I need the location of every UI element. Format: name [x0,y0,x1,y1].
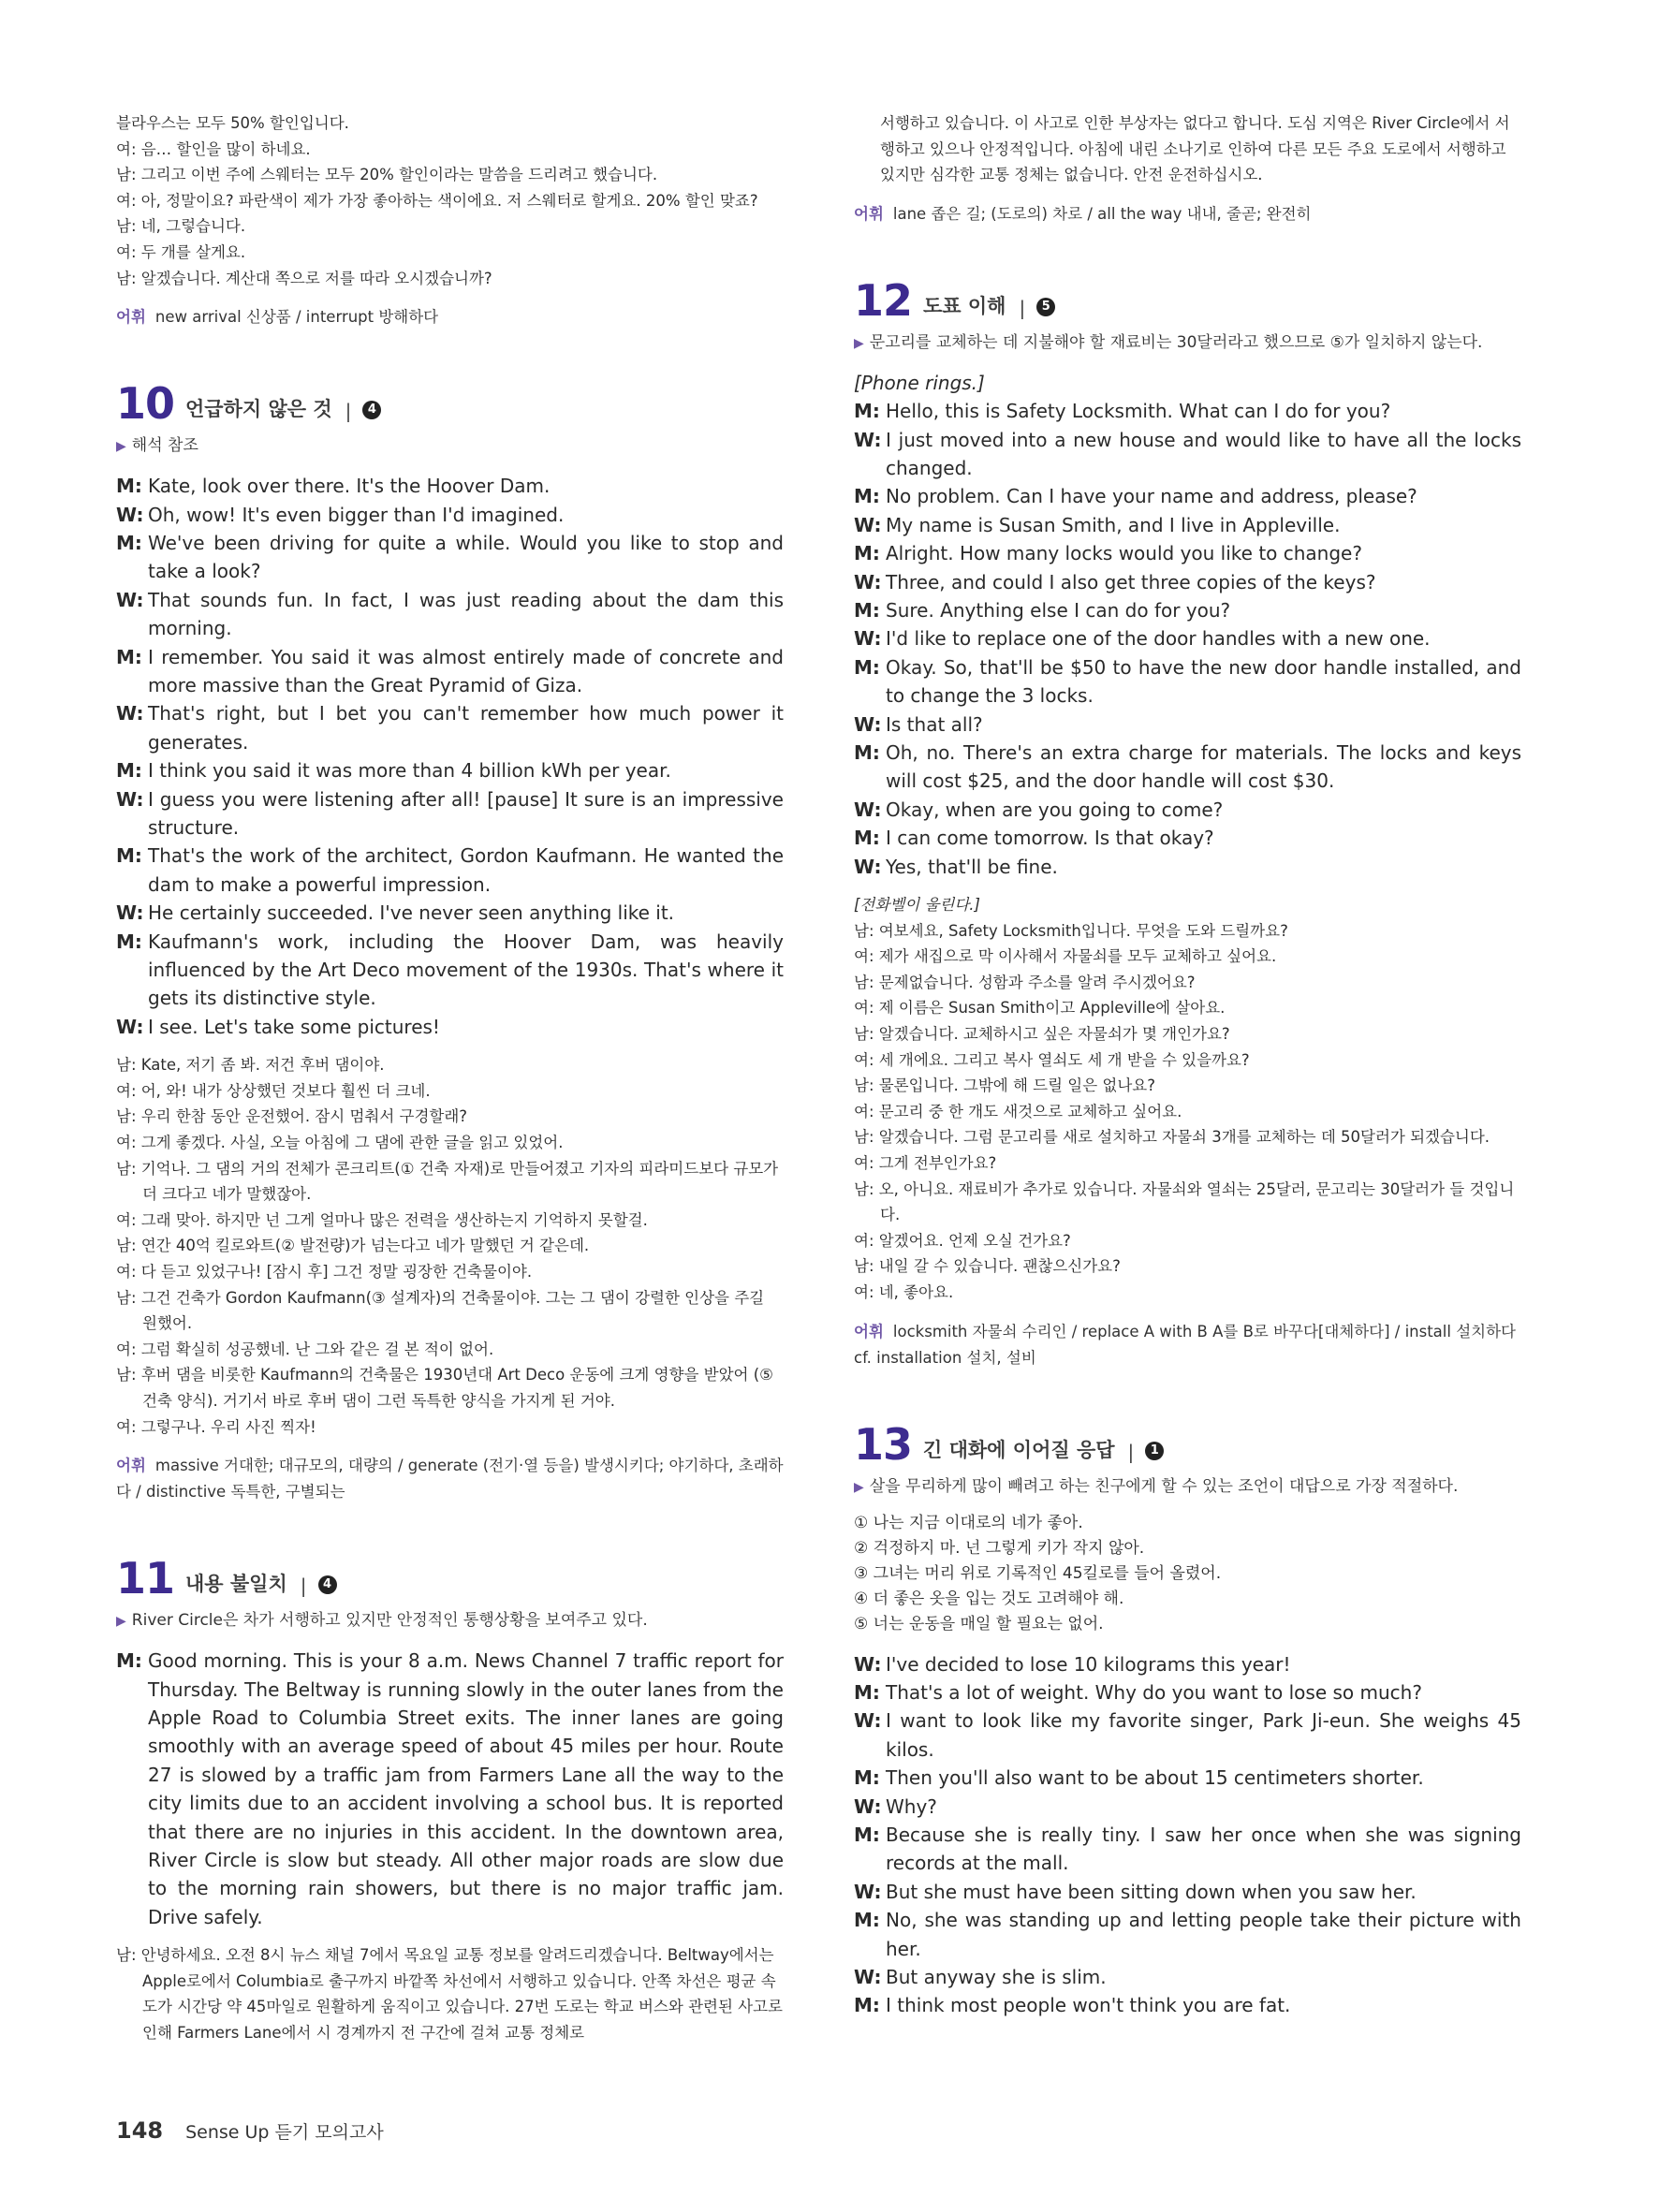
speaker-label: W: [116,901,144,925]
dialogue-line [116,586,784,643]
translation-line: 서행하고 있습니다. 이 사고로 인한 부상자는 없다고 합니다. 도심 지역은 River Circle에서 서행하고 있으나 안정적입니다. 아침에 내린 소나기로 인하여 다른 모든 주요 도로에서 서행하고 있지만 심각한 교통 정체는 없습니다. 안전 운전하십시오. [880,114,1510,184]
speaker-label: W: [854,513,882,536]
dialogue-text: I think you said it was more than 4 billion kWh per year. [148,759,671,783]
dialogue-lines [854,397,1521,881]
section-12-translation [854,892,1521,1306]
dialogue-line [854,1991,1521,2019]
section-11-translation [116,1942,784,2045]
section-number: 11 [116,1553,175,1604]
dialogue-text: Oh, no. There's an extra charge for materials. The locks and keys will cost $25, and the door handle will cost $30. [886,741,1521,793]
translation-line: 여: 두 개를 살게요. [116,242,246,261]
dialogue-line [854,1764,1521,1792]
answer-badge: 1 [1145,1442,1164,1460]
dialogue-text: That's the work of the architect, Gordon Kaufmann. He wanted the dam to make a powerful impression. [148,844,784,896]
speaker-label: M: [854,1994,880,2017]
triangle-icon: ▶ [116,1614,126,1630]
dialogue-line [854,853,1521,881]
dialogue-line [116,501,784,529]
answer-option: ② 걱정하지 마. 넌 그렇게 키가 작지 않아. [854,1538,1145,1558]
dialogue-text: Is that all? [886,712,983,736]
dialogue-text: Kaufmann's work, including the Hoover Dam, was heavily influenced by the Art Deco movement of the 1930s. That's where it gets its distinctive style. [148,930,784,1010]
translation-line: 남: 그건 건축가 Gordon Kaufmann(③ 설계자)의 건축물이야. 그는 그 댐이 강렬한 인상을 주길 원했어. [116,1288,765,1333]
page-footer [116,2117,384,2144]
section-11-note [116,1608,784,1633]
dialogue-line [854,568,1521,596]
dialogue-text: Okay, when are you going to come? [886,798,1224,821]
triangle-icon: ▶ [854,335,864,351]
speaker-label: M: [854,599,880,623]
section-10-header [116,378,784,430]
section-13-note [854,1474,1521,1500]
dialogue-line [116,529,784,586]
note-text: 해석 참조 [131,436,198,456]
answer-badge: 4 [318,1575,337,1594]
dialogue-line [854,426,1521,483]
speaker-label: W: [116,702,144,725]
dialogue-text: Kate, look over there. It's the Hoover Dam. [148,475,551,498]
dialogue-text: Okay. So, that'll be $50 to have the new door handle installed, and to change the 3 locks. [886,655,1521,708]
translation-line: 남: 오, 아니요. 재료비가 추가로 있습니다. 자물쇠와 열쇠는 25달러, 문고리는 30달러가 들 것입니다. [854,1179,1515,1224]
dialogue-text: My name is Susan Smith, and I live in Appleville. [886,513,1341,536]
translation-line: 여: 다 듣고 있었구나! [잠시 후] 그건 정말 굉장한 건축물이야. [116,1263,533,1282]
translation-line: 여: 그게 전부인가요? [854,1154,997,1173]
dialogue-line [854,511,1521,539]
translation-line: 여: 알겠어요. 언제 오실 건가요? [854,1231,1071,1250]
speaker-label: M: [854,1909,880,1932]
speaker-label: W: [854,428,882,451]
speaker-label: W: [854,627,882,651]
dialogue-text: Oh, wow! It's even bigger than I'd imagined. [148,503,565,526]
speaker-label: M: [854,1681,880,1704]
answer-option: ③ 그녀는 머리 위로 기록적인 45킬로를 들어 올렸어. [854,1563,1222,1583]
dialogue-text: Then you'll also want to be about 15 centimeters shorter. [886,1766,1424,1790]
dialogue-text: But she must have been sitting down when you saw her. [886,1880,1417,1903]
triangle-icon: ▶ [854,1479,864,1495]
answer-option: ⑤ 너는 운동을 매일 할 필요는 없어. [854,1614,1104,1633]
speaker-label: W: [854,1709,882,1733]
section-12-vocab [854,1319,1521,1371]
translation-line: 남: 여보세요, Safety Locksmith입니다. 무엇을 도와 드릴까요? [854,921,1288,940]
dialogue-line [854,739,1521,796]
translation-line: 남: 기억나. 그 댐의 거의 전체가 콘크리트(① 건축 자재)로 만들어졌고 기자의 피라미드보다 규모가 더 크다고 네가 말했잖아. [116,1159,779,1204]
dialogue-line [854,482,1521,510]
translation-line: 여: 그래 맞아. 하지만 넌 그게 얼마나 많은 전력을 생산하는지 기억하지 못할걸. [116,1210,648,1229]
intro-vocab [116,304,784,330]
speaker-label: M: [116,531,142,554]
dialogue-line [854,1678,1521,1707]
dialogue-text: Sure. Anything else I can do for you? [886,599,1231,623]
speaker-label: W: [854,712,882,736]
note-text: 살을 무리하게 많이 빼려고 하는 친구에게 할 수 있는 조언이 대답으로 가장 적절하다. [869,1476,1459,1496]
translation-line: 남: 문제없습니다. 성함과 주소를 알려 주시겠어요? [854,973,1196,991]
triangle-icon: ▶ [116,439,126,455]
dialogue-line [116,643,784,700]
translation-line: 여: 음… 할인을 많이 하네요. [116,139,311,158]
dialogue-line [854,1821,1521,1878]
stage-direction: [Phone rings.] [854,371,985,394]
speaker-label: M: [854,655,880,679]
dialogue-line [116,472,784,500]
speaker-label: M: [854,542,880,565]
translation-line: 남: 그리고 이번 주에 스웨터는 모두 20% 할인이라는 말씀을 드리려고 했습니다. [116,166,658,184]
section-title: 긴 대화에 이어질 응답 [923,1438,1115,1461]
answer-option: ④ 더 좋은 옷을 입는 것도 고려해야 해. [854,1589,1124,1608]
speaker-label: M: [116,1649,142,1673]
translation-line: 여: 그럼 확실히 성공했네. 난 그와 같은 걸 본 적이 없어. [116,1340,494,1358]
translation-line: 여: 제가 새집으로 막 이사해서 자물쇠를 모두 교체하고 싶어요. [854,947,1277,966]
speaker-label: M: [116,844,142,868]
dialogue-line [854,1650,1521,1678]
speaker-label: W: [116,787,144,811]
dialogue-text: He certainly succeeded. I've never seen anything like it. [148,901,675,925]
translation-line: 남: 알겠습니다. 그럼 문고리를 새로 설치하고 자물쇠 3개를 교체하는 데 50달러가 되겠습니다. [854,1128,1490,1147]
dialogue-text: I remember. You said it was almost entirely made of concrete and more massive than the Great Pyramid of Giza. [148,645,784,696]
answer-options [854,1511,1521,1637]
note-text: 문고리를 교체하는 데 지불해야 할 재료비는 30달러라고 했으므로 ⑤가 일치하지 않는다. [869,332,1483,352]
translation-line: 남: 후버 댐을 비롯한 Kaufmann의 건축물은 1930년대 Art Deco 운동에 크게 영향을 받았어 (⑤ 건축 양식). 거기서 바로 후버 댐이 그런 독특한 양식을 가지게 된 거야. [116,1366,773,1410]
dialogue-text: I just moved into a new house and would like to have all the locks changed. [886,428,1521,479]
speaker-label: M: [854,400,880,423]
section-title: 내용 불일치 [185,1573,287,1596]
translation-line: 남: 알겠습니다. 교체하시고 싶은 자물쇠가 몇 개인가요? [854,1025,1230,1044]
speaker-label: W: [854,855,882,878]
section-11-header [116,1553,784,1604]
dialogue-text: Why? [886,1795,937,1818]
speaker-label: W: [854,798,882,821]
dialogue-text: Alright. How many locks would you like to change? [886,542,1362,565]
dialogue-line [116,785,784,842]
dialogue-line [116,899,784,927]
speaker-label: M: [116,475,142,498]
vocab-label: 어휘 [854,204,884,223]
speaker-label: W: [854,1880,882,1903]
dialogue-text: I see. Let's take some pictures! [148,1015,440,1038]
translation-line: 남: 알겠습니다. 계산대 쪽으로 저를 따라 오시겠습니까? [116,269,492,287]
speaker-label: W: [854,1966,882,1989]
answer-option: ① 나는 지금 이대로의 네가 좋아. [854,1513,1083,1532]
section-10-translation [116,1052,784,1440]
section-title: 도표 이해 [923,294,1006,317]
translation-line: 블라우스는 모두 50% 할인입니다. [116,114,349,132]
speaker-label: M: [854,741,880,765]
dialogue-line [854,1793,1521,1821]
translation-line: 남: 안녕하세요. 오전 8시 뉴스 채널 7에서 목요일 교통 정보를 알려드리겠습니다. Beltway에서는 Apple로에서 Columbia로 출구까지 바깥쪽 차선에서 서행하고 있습니다. 안쪽 차선은 평균 속도가 시간당 약 45마일로 원활하게 움직이고 있습니다. 27번 도로는 학교 버스와 관련된 사고로 인해 Farmers Lane에서 시 경계까지 전 구간에 걸쳐 교통 정체로 [116,1946,783,2043]
section-10-note [116,433,784,459]
speaker-label: M: [116,645,142,668]
translation-line: 남: Kate, 저기 좀 봐. 저건 후버 댐이야. [116,1056,385,1075]
dialogue-line [116,756,784,784]
dialogue-line [116,928,784,1013]
translation-line: 여: 네, 좋아요. [854,1283,954,1301]
page-number: 148 [116,2117,164,2144]
dialogue-line [854,539,1521,567]
dialogue-text: Hello, this is Safety Locksmith. What can I do for you? [886,400,1391,423]
section-10-vocab [116,1453,784,1505]
dialogue-text: I guess you were listening after all! [pause] It sure is an impressive structure. [148,787,784,840]
dialogue-line [854,1906,1521,1963]
speaker-label: M: [854,1766,880,1790]
speaker-label: M: [854,1824,880,1847]
dialogue-line [854,710,1521,739]
dialogue-text: I can come tomorrow. Is that okay? [886,827,1214,850]
section-11-vocab [854,201,1521,227]
section-13-header [854,1418,1521,1470]
speaker-label: W: [854,570,882,593]
dialogue-line [854,824,1521,852]
dialogue-line [854,397,1521,425]
dialogue-text: I've decided to lose 10 kilograms this year! [886,1652,1291,1676]
dialogue-line [854,1963,1521,1991]
translation-line: 여: 세 개에요. 그리고 복사 열쇠도 세 개 받을 수 있을까요? [854,1050,1250,1069]
answer-badge: 4 [362,401,381,419]
speaker-label: M: [854,827,880,850]
vocab-label: 어휘 [116,1457,146,1475]
speaker-label: W: [116,503,144,526]
section-12-note [854,330,1521,356]
book-title: Sense Up 듣기 모의고사 [185,2122,384,2143]
speaker-label: M: [854,485,880,508]
dialogue-text: That's a lot of weight. Why do you want to lose so much? [886,1681,1422,1704]
translation-line: 남: 내일 갈 수 있습니다. 괜찮으신가요? [854,1257,1121,1276]
dialogue-line [854,1707,1521,1764]
translation-line: 남: 우리 한참 동안 운전했어. 잠시 멈춰서 구경할래? [116,1107,468,1126]
dialogue-text: That sounds fun. In fact, I was just reading about the dam this morning. [148,588,784,640]
dialogue-text: I'd like to replace one of the door handles with a new one. [886,627,1431,651]
translation-line: 여: 그게 좋겠다. 사실, 오늘 아침에 그 댐에 관한 글을 읽고 있었어. [116,1134,564,1152]
section-number: 10 [116,378,175,430]
section-10-dialogue [116,472,784,1041]
dialogue-line [854,653,1521,710]
note-text: River Circle은 차가 서행하고 있지만 안정적인 통행상황을 보여주고 있다. [131,1611,648,1631]
translation-line: 남: 네, 그렇습니다. [116,217,246,236]
dialogue-text: We've been driving for quite a while. Would you like to stop and take a look? [148,531,784,583]
dialogue-line [854,624,1521,652]
stage-direction-kor: [전화벨이 울린다.] [854,896,980,915]
divider: | [1127,1440,1135,1463]
dialogue-line [854,596,1521,624]
translation-line: 여: 아, 정말이요? 파란색이 제가 가장 좋아하는 색이에요. 저 스웨터로 할게요. 20% 할인 맞죠? [116,191,758,210]
dialogue-text: Good morning. This is your 8 a.m. News Channel 7 traffic report for Thursday. The Beltway is running slowly in the outer lanes from the Apple Road to Columbia Street exits. The inner lanes are going smoothly with an average speed of about 45 miles per hour. Route 27 is slowed by a traffic jam from Farmers Lane all the way to the city limits due to an accident involving a school bus. It is reported that there are no injuries in this accident. In the downtown area, River Circle is slow but steady. All other major roads are slow due to the morning rain showers, but there is no major traffic jam. Drive safely. [148,1649,784,1928]
dialogue-line [116,1013,784,1041]
dialogue-text: Yes, that'll be fine. [886,855,1058,878]
speaker-label: W: [854,1795,882,1818]
section-13-dialogue [854,1650,1521,2020]
vocab-label: 어휘 [854,1322,884,1340]
section-12-dialogue [854,369,1521,881]
dialogue-line [116,1647,784,1931]
dialogue-text: That's right, but I bet you can't remember how much power it generates. [148,702,784,754]
vocab-text: massive 거대한; 대규모의, 대량의 / generate (전기·열 등을) 발생시키다; 야기하다, 초래하다 / distinctive 독특한, 구별되는 [116,1457,784,1502]
speaker-label: W: [854,1652,882,1676]
dialogue-text: Because she is really tiny. I saw her once when she was signing records at the mall. [886,1824,1521,1875]
right-column [854,110,1521,2020]
vocab-text: lane 좁은 길; (도로의) 차로 / all the way 내내, 줄곧; 완전히 [892,204,1312,223]
section-12-header [854,274,1521,326]
vocab-text: locksmith 자물쇠 수리인 / replace A with B A를 B로 바꾸다[대체하다] / install 설치하다 cf. installation 설치, 설비 [854,1322,1516,1367]
divider: | [345,400,352,423]
vocab-label: 어휘 [116,308,146,327]
divider: | [300,1575,307,1598]
dialogue-text: I want to look like my favorite singer, Park Ji-eun. She weighs 45 kilos. [886,1709,1521,1761]
dialogue-text: But anyway she is slim. [886,1966,1107,1989]
section-number: 12 [854,274,913,326]
speaker-label: W: [116,588,144,611]
dialogue-text: I think most people won't think you are fat. [886,1994,1291,2017]
dialogue-line [854,796,1521,824]
translation-line: 여: 제 이름은 Susan Smith이고 Appleville에 살아요. [854,999,1226,1018]
dialogue-text: No, she was standing up and letting people take their picture with her. [886,1909,1521,1960]
dialogue-text: No problem. Can I have your name and address, please? [886,485,1417,508]
translation-line: 여: 어, 와! 내가 상상했던 것보다 훨씬 더 크네. [116,1081,431,1100]
speaker-label: W: [116,1015,144,1038]
speaker-label: M: [116,930,142,953]
translation-line: 남: 연간 40억 킬로와트(② 발전량)가 넘는다고 네가 말했던 거 같은데. [116,1237,590,1255]
speaker-label: M: [116,759,142,783]
dialogue-text: Three, and could I also get three copies of the keys? [886,570,1376,593]
divider: | [1019,296,1026,319]
translation-lines [854,918,1521,1306]
section-11-translation-cont [854,110,1521,188]
vocab-text: new arrival 신상품 / interrupt 방해하다 [154,308,439,327]
translation-line: 남: 물론입니다. 그밖에 해 드릴 일은 없나요? [854,1077,1155,1095]
translation-line: 여: 그렇구나. 우리 사진 찍자! [116,1417,316,1436]
dialogue-line [854,1878,1521,1906]
dialogue-line [116,699,784,756]
section-11-dialogue [116,1647,784,1931]
left-column [116,110,784,2046]
intro-translation [116,110,784,291]
section-number: 13 [854,1418,913,1470]
dialogue-line [116,842,784,899]
section-title: 언급하지 않은 것 [185,398,332,421]
translation-line: 여: 문고리 중 한 개도 새것으로 교체하고 싶어요. [854,1102,1182,1121]
answer-badge: 5 [1036,298,1055,316]
